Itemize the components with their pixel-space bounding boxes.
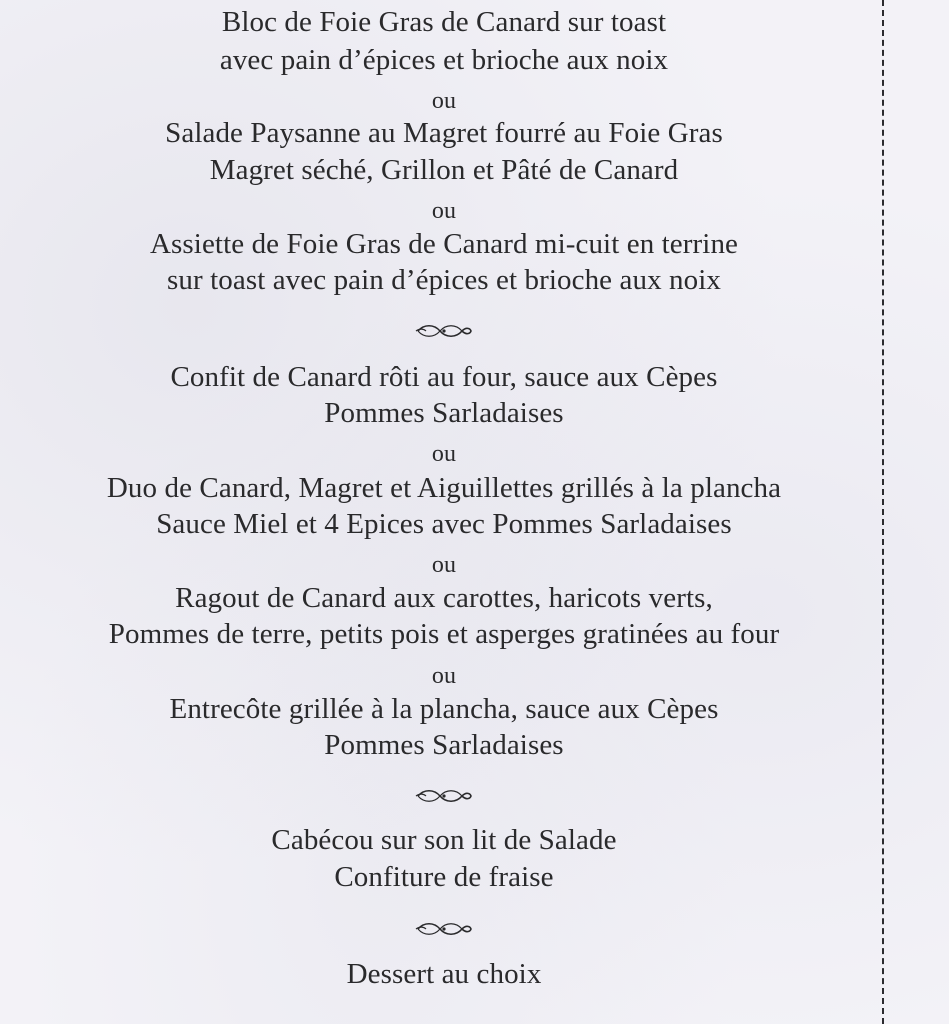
plat-3-line-1: Ragout de Canard aux carottes, haricots verts, [175,582,713,614]
plat-2-line-2: Sauce Miel et 4 Epices avec Pommes Sarladaises [156,508,732,540]
entree-2-line-2: Magret séché, Grillon et Pâté de Canard [209,154,679,186]
entree-2-line-1: Salade Paysanne au Magret fourré au Foie Gras [165,117,723,149]
plat-4-line-2: Pommes Sarladaises [324,729,564,761]
entree-3-line-2: sur toast avec pain d’épices et brioche aux noix [167,264,721,296]
fromage-line-1: Cabécou sur son lit de Salade [271,824,617,856]
flourish-ornament-icon [414,787,474,805]
fromage-line-2: Confiture de fraise [334,861,554,893]
flourish-ornament-icon [414,920,474,938]
plat-3-line-2: Pommes de terre, petits pois et asperges gratinées au four [108,618,780,650]
plat-1-line-2: Pommes Sarladaises [324,397,564,429]
or-separator: ou [431,552,457,578]
or-separator: ou [431,663,457,689]
or-separator: ou [431,441,457,467]
plat-1-line-1: Confit de Canard rôti au four, sauce aux Cèpes [170,361,718,393]
plat-4-line-1: Entrecôte grillée à la plancha, sauce aux Cèpes [169,693,719,725]
or-separator: ou [431,88,457,114]
entree-1-line-2: avec pain d’épices et brioche aux noix [219,44,669,76]
flourish-ornament-icon [414,322,474,340]
or-separator: ou [431,198,457,224]
plat-2-line-1: Duo de Canard, Magret et Aiguillettes grillés à la plancha [106,472,782,504]
entree-3-line-1: Assiette de Foie Gras de Canard mi-cuit en terrine [149,228,739,260]
entree-1-line-1: Bloc de Foie Gras de Canard sur toast [221,6,667,38]
dessert-line: Dessert au choix [346,958,542,990]
